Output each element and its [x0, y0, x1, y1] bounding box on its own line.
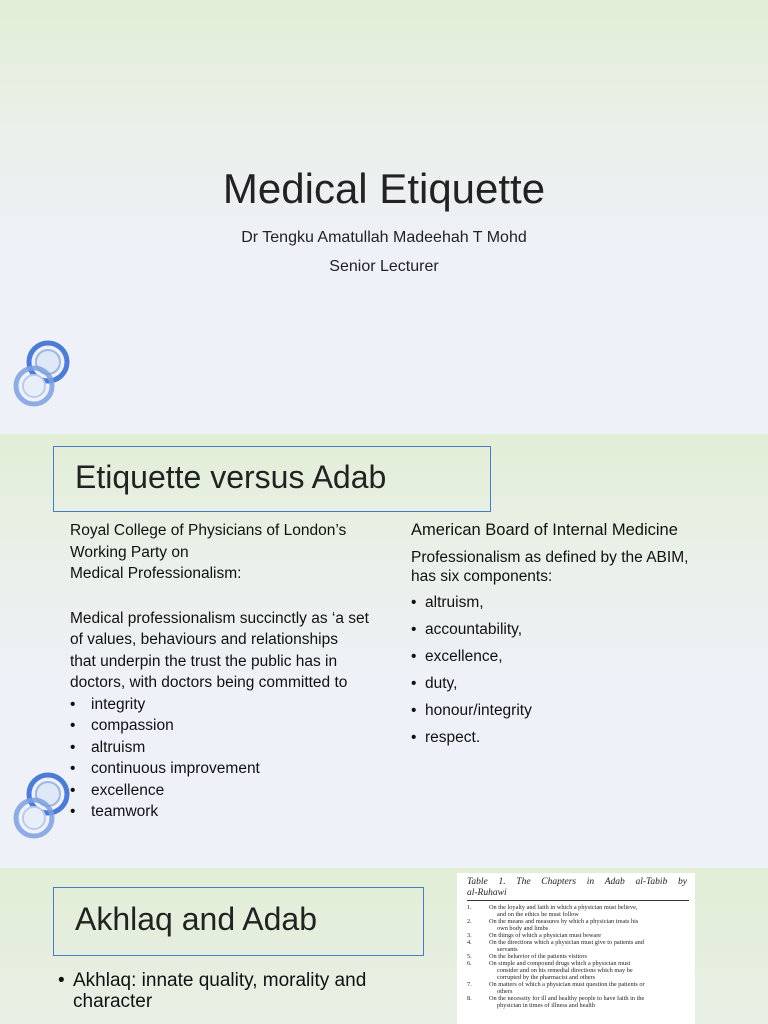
table-row — [457, 918, 695, 932]
table-caption: Table 1. The Chapters in Adab al-Tabib by — [467, 877, 687, 887]
abim-paragraph: Professionalism as defined by the ABIM, has six components: — [411, 548, 689, 585]
list-item: • duty, — [411, 673, 741, 695]
list-item: • accountability, — [411, 619, 741, 641]
rcp-heading: Royal College of Physicians of London’s Working Party on Medical Professionalism: — [70, 522, 347, 582]
list-item: • honour/integrity — [411, 700, 741, 722]
adab-table-image — [457, 873, 695, 1024]
row-number: 2. — [467, 918, 472, 925]
row-number: 1. — [467, 904, 472, 911]
table-row — [457, 953, 695, 960]
author-name: Dr Tengku Amatullah Madeehah T Mohd — [241, 229, 527, 246]
list-item: • integrity — [70, 694, 390, 716]
row-text: On matters of which a physician must question the patients or others — [489, 981, 645, 995]
row-text: On simple and compound drugs which a physician must consider and on his remedial directions which may be corrupted by the pharmacist and others — [489, 960, 633, 981]
list-item: • compassion — [70, 715, 390, 737]
slide-title: Medical Etiquette — [222, 165, 546, 212]
slide-title-box — [53, 446, 491, 512]
author-role: Senior Lecturer — [329, 258, 439, 275]
row-number: 4. — [467, 939, 472, 946]
table-row — [457, 932, 695, 939]
row-number: 5. — [467, 953, 472, 960]
rcp-column — [70, 520, 390, 823]
row-number: 8. — [467, 995, 472, 1002]
table-rows — [457, 904, 695, 1009]
akhlaq-bullet: • Akhlaq: innate quality, morality and character — [58, 970, 367, 1012]
title-slide — [0, 0, 768, 432]
circular-logo-icon — [10, 770, 72, 844]
table-row — [457, 960, 695, 981]
rcp-paragraph: Medical professionalism succinctly as ‘a set of values, behaviours and relationships that underpin the trust the public has in doctors, with doctors being committed to — [70, 609, 369, 691]
rcp-list — [70, 694, 390, 823]
table-row — [457, 939, 695, 953]
row-text: On the loyalty and faith in which a physician must believe, and on the ethics he must follow — [489, 904, 638, 918]
abim-list — [411, 592, 741, 749]
table-row — [457, 981, 695, 995]
slide-title-box — [53, 887, 424, 956]
row-number: 6. — [467, 960, 472, 967]
row-text: On the behavior of the patients visitors — [489, 953, 587, 960]
table-caption-cont: al-Ruhawi — [467, 888, 507, 898]
list-item: • respect. — [411, 727, 741, 749]
row-text: On the directions which a physician must give to patients and servants — [489, 939, 644, 953]
slide-title: Etiquette versus Adab — [75, 459, 387, 495]
list-item: • altruism, — [411, 592, 741, 614]
list-item: • continuous improvement — [70, 758, 390, 780]
slide-title: Akhlaq and Adab — [75, 901, 317, 937]
circular-logo-icon — [10, 338, 72, 412]
list-item: • teamwork — [70, 801, 390, 823]
abim-heading: American Board of Internal Medicine — [411, 521, 678, 539]
row-number: 7. — [467, 981, 472, 988]
etiquette-slide — [0, 434, 768, 866]
table-row — [457, 995, 695, 1009]
row-text: On the necessity for ill and healthy people to have faith in the physician in times of illness and health — [489, 995, 645, 1009]
list-item: • excellence, — [411, 646, 741, 668]
row-number: 3. — [467, 932, 472, 939]
akhlaq-slide — [0, 868, 768, 1024]
row-text: On things of which a physician must beware — [489, 932, 602, 939]
list-item: • excellence — [70, 780, 390, 802]
row-text: On the means and measures by which a physician treats his own body and limbs — [489, 918, 639, 932]
list-item: • altruism — [70, 737, 390, 759]
abim-column — [411, 520, 741, 754]
table-row — [457, 904, 695, 918]
